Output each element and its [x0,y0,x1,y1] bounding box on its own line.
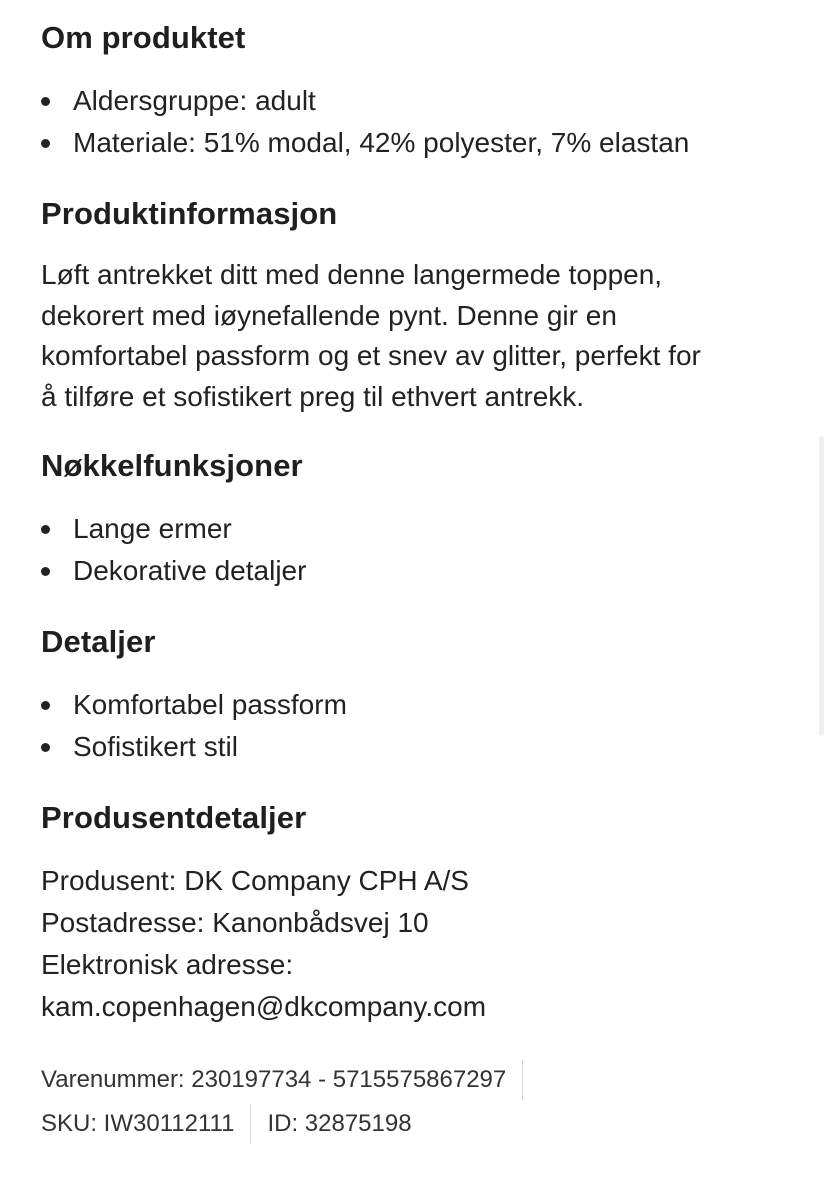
meta-row-item-number [41,1060,539,1100]
bullet-icon [41,567,50,576]
item-number: Varenummer: 230197734 - 5715575867297 [41,1066,507,1093]
product-info-text [41,255,811,417]
about-item-material: Materiale: 51% modal, 42% polyester, 7% elastan [73,127,690,158]
product-info-line: dekorert med iøynefallende pynt. Denne gir en [41,299,617,331]
list-item [41,550,306,592]
meta-row-ids [41,1104,412,1144]
product-info-line: komfortabel passform og et snev av glitter, perfekt for [41,340,701,371]
product-info-line: Løft antrekket ditt med denne langermede toppen, [41,259,663,290]
manufacturer-line: Produsent: DK Company CPH A/S [41,865,469,896]
section-title-details: Detaljer [41,624,156,659]
manufacturer-email: kam.copenhagen@dkcompany.com [41,991,487,1022]
manufacturer-text [41,860,811,1028]
section-title-about: Om produktet [41,20,246,55]
list-item [41,80,689,122]
section-title-key-features: Nøkkelfunksjoner [41,448,303,483]
sku: SKU: IW30112111 [41,1110,235,1137]
about-list [41,80,689,164]
product-info-line: å tilføre et sofistikert preg til ethvert antrekk. [41,380,585,412]
section-title-product-info: Produktinformasjon [41,196,338,231]
product-id: ID: 32875198 [267,1110,412,1137]
manufacturer-line: Postadresse: Kanonbådsvej 10 [41,907,429,938]
section-title-manufacturer: Produsentdetaljer [41,800,307,835]
list-item [41,122,689,164]
list-item [41,684,347,726]
manufacturer-line: Elektronisk adresse: [41,949,294,980]
bullet-icon [41,139,50,148]
list-item [41,726,347,768]
bullet-icon [41,743,50,752]
meta-divider [250,1104,251,1144]
list-item [41,508,306,550]
key-features-list [41,508,306,592]
bullet-icon [41,525,50,534]
scrollbar[interactable] [819,436,824,736]
detail-item: Komfortabel passform [73,689,347,720]
bullet-icon [41,97,50,106]
detail-item: Sofistikert stil [73,731,238,762]
key-feature-item: Dekorative detaljer [73,555,307,586]
key-feature-item: Lange ermer [73,513,232,544]
bullet-icon [41,701,50,710]
meta-divider [522,1060,523,1100]
details-list [41,684,347,768]
about-item-age: Aldersgruppe: adult [73,85,316,116]
